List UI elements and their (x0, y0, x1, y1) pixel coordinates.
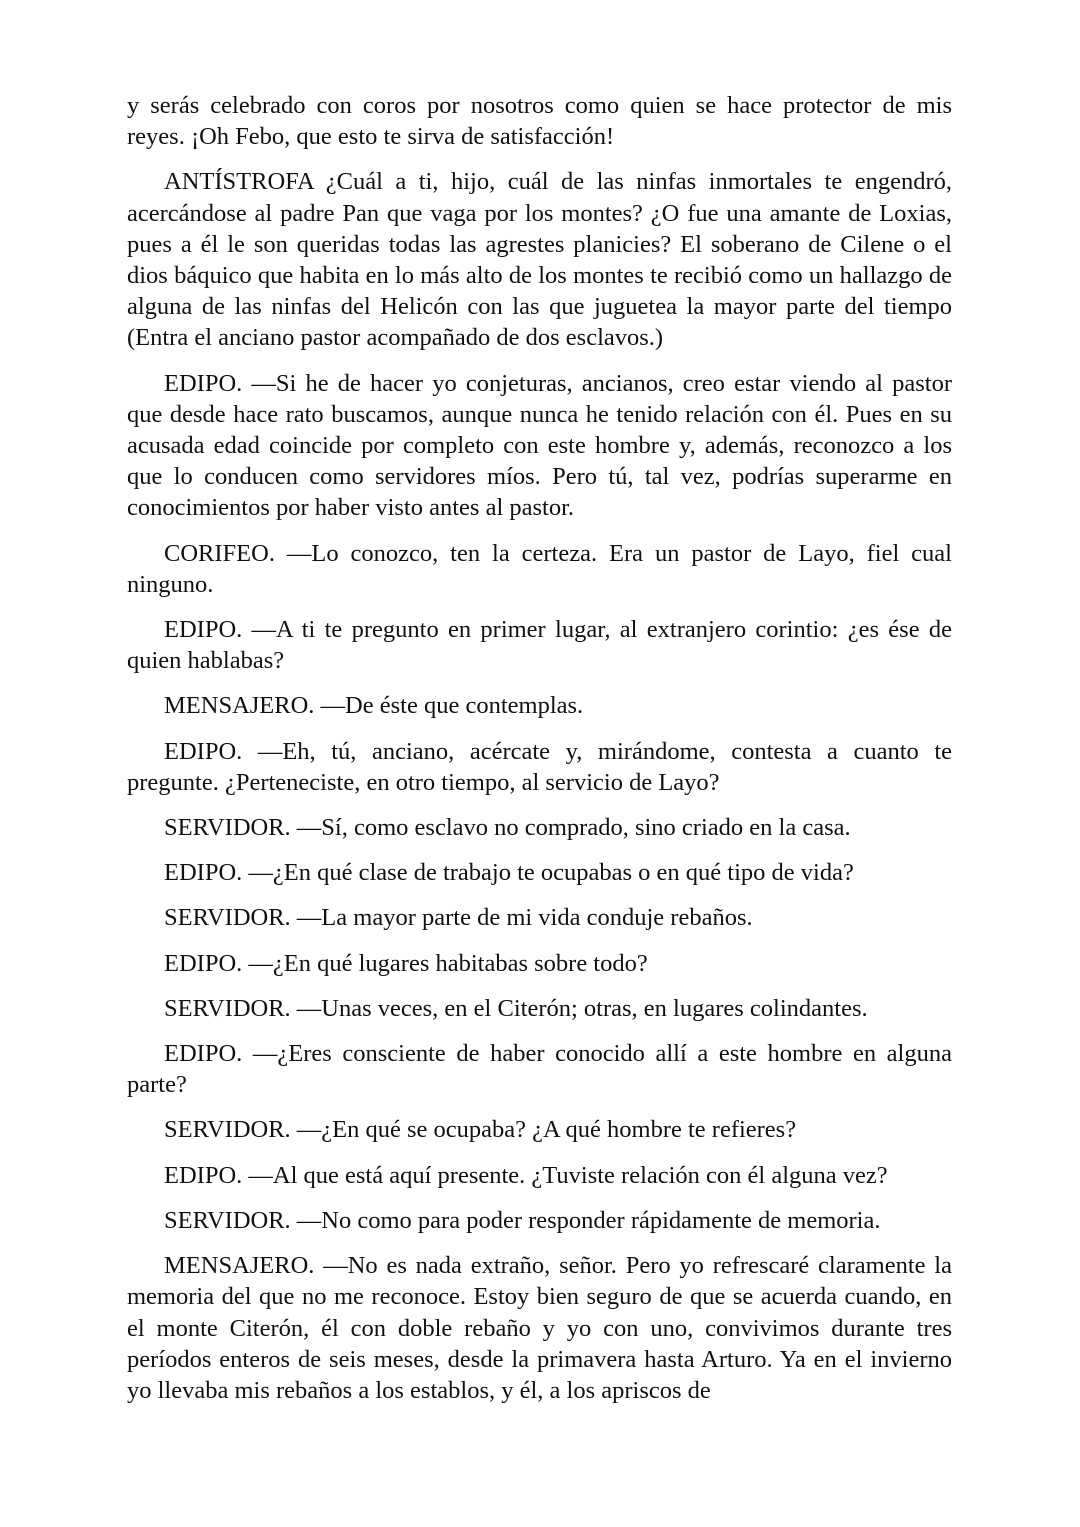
paragraph-servidor-3: SERVIDOR. —Unas veces, en el Citerón; otras, en lugares colindantes. (164, 994, 868, 1022)
paragraph-servidor-2: SERVIDOR. —La mayor parte de mi vida conduje rebaños. (164, 904, 753, 932)
paragraph-antistrofa: ANTÍSTROFA ¿Cuál a ti, hijo, cuál de las ninfas inmortales te engendró, acercándose al padre Pan que vaga por los montes? ¿O fue una amante de Loxias, pues a él le son queridas todas las agrestes planicies? El soberano de Cilene o el dios báquico que habita en lo más alto de los montes te recibió como un hallazgo de alguna de las ninfas del Helicón con las que juguetea la mayor parte del tiempo (Entra el anciano pastor acompañado de dos esclavos.) (127, 168, 952, 352)
paragraph-edipo-6: EDIPO. —¿Eres consciente de haber conocido allí a este hombre en alguna parte? (127, 1040, 952, 1099)
document-page (127, 90, 952, 1420)
paragraph-mensajero-1: MENSAJERO. —De éste que contemplas. (164, 692, 584, 720)
paragraph-edipo-4: EDIPO. —¿En qué clase de trabajo te ocupabas o en qué tipo de vida? (164, 859, 854, 887)
paragraph-servidor-1: SERVIDOR. —Sí, como esclavo no comprado, sino criado en la casa. (164, 814, 851, 842)
paragraph-edipo-1: EDIPO. —Si he de hacer yo conjeturas, ancianos, creo estar viendo al pastor que desde hace rato buscamos, aunque nunca he tenido relación con él. Pues en su acusada edad coincide por completo con este hombre y, además, reconozco a los que lo conducen como servidores míos. Pero tú, tal vez, podrías superarme en conocimientos por haber visto antes al pastor. (127, 369, 952, 522)
paragraph-servidor-5: SERVIDOR. —No como para poder responder rápidamente de memoria. (164, 1206, 881, 1234)
paragraph-edipo-5: EDIPO. —¿En qué lugares habitabas sobre todo? (164, 949, 648, 977)
paragraph-corifeo: CORIFEO. —Lo conozco, ten la certeza. Era un pastor de Layo, fiel cual ninguno. (127, 539, 952, 598)
paragraph-servidor-4: SERVIDOR. —¿En qué se ocupaba? ¿A qué hombre te refieres? (164, 1116, 797, 1144)
paragraph-continuation: y serás celebrado con coros por nosotros como quien se hace protector de mis reyes. ¡Oh Febo, que esto te sirva de satisfacción! (127, 92, 952, 151)
paragraph-edipo-2: EDIPO. —A ti te pregunto en primer lugar, al extranjero corintio: ¿es ése de quien hablabas? (127, 616, 952, 675)
paragraph-mensajero-2: MENSAJERO. —No es nada extraño, señor. Pero yo refrescaré claramente la memoria del que no me reconoce. Estoy bien seguro de que se acuerda cuando, en el monte Citerón, él con doble rebaño y yo con uno, convivimos durante tres períodos enteros de seis meses, desde la primavera hasta Arturo. Ya en el invierno yo llevaba mis rebaños a los establos, y él, a los apriscos de (127, 1252, 952, 1404)
paragraph-edipo-3: EDIPO. —Eh, tú, anciano, acércate y, mirándome, contesta a cuanto te pregunte. ¿Perteneciste, en otro tiempo, al servicio de Layo? (127, 737, 952, 796)
paragraph-edipo-7: EDIPO. —Al que está aquí presente. ¿Tuviste relación con él alguna vez? (164, 1161, 888, 1189)
